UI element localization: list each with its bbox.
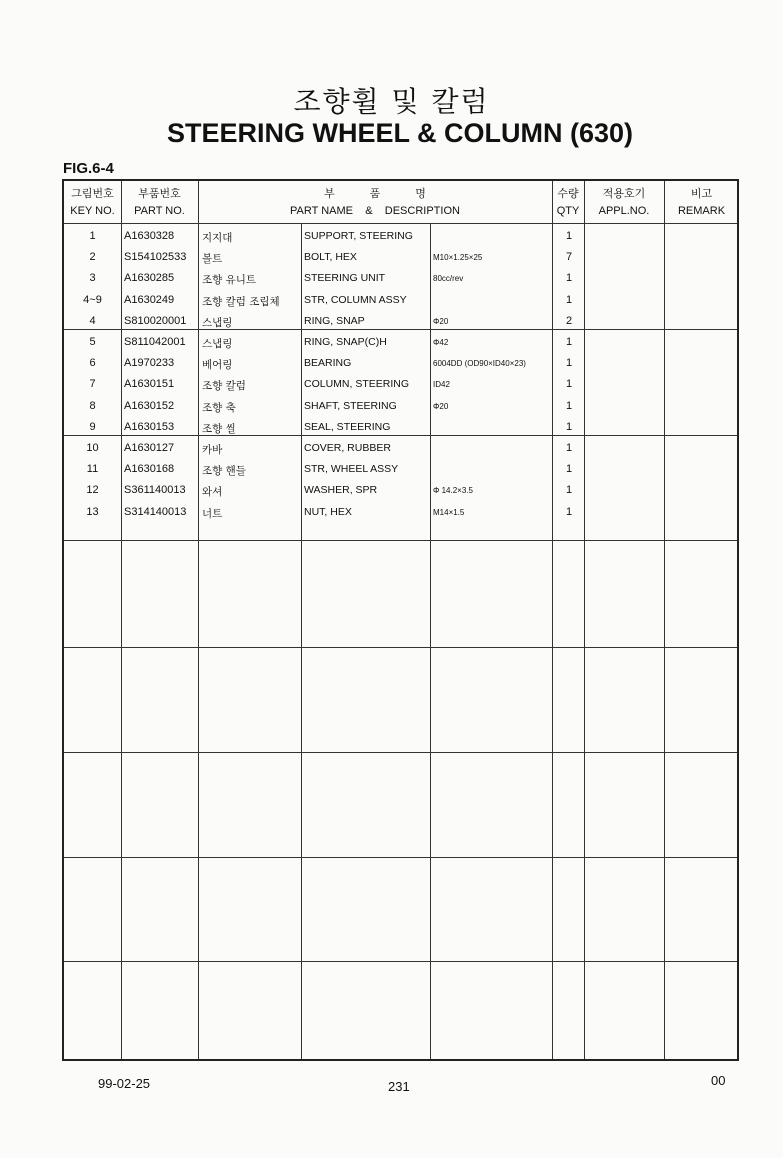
part-number-cell: A1630285 (124, 272, 175, 285)
korean-name-cell: 스냅링 (202, 316, 233, 329)
table-row (64, 311, 737, 332)
quantity-cell: 1 (565, 420, 573, 433)
part-name-cell: RING, SNAP(C)H (304, 336, 387, 348)
description-cell: M10×1.25×25 (433, 253, 483, 263)
korean-name-cell: 조향 칼럼 조립체 (202, 295, 280, 308)
part-number-cell: A1630151 (124, 378, 175, 391)
quantity-cell: 1 (565, 484, 573, 497)
key-cell: 6 (89, 357, 96, 370)
part-name-cell: COLUMN, STEERING (304, 378, 410, 391)
table-row (64, 459, 737, 480)
part-number-cell: A1630152 (124, 399, 175, 412)
korean-name-cell: 지지대 (202, 232, 233, 244)
table-row (64, 226, 737, 247)
key-cell: 1 (89, 230, 96, 242)
key-cell: 5 (89, 336, 96, 348)
key-cell: 4 (89, 314, 96, 327)
korean-name-cell: 조향 유니트 (202, 274, 257, 287)
korean-name-cell: 조향 칼럼 (202, 380, 246, 393)
korean-name-cell: 스냅링 (202, 338, 233, 350)
key-cell: 13 (86, 505, 99, 518)
header-qty: 수량 QTY (556, 187, 580, 217)
quantity-cell: 1 (565, 230, 573, 242)
table-row (64, 332, 737, 353)
part-name-cell: BEARING (304, 357, 352, 370)
quantity-cell: 1 (565, 442, 573, 454)
description-cell: Φ42 (433, 338, 449, 347)
page-number: 231 (388, 1079, 410, 1094)
key-cell: 4~9 (83, 293, 102, 306)
table-row (64, 353, 737, 374)
korean-name-cell: 와셔 (202, 486, 223, 499)
quantity-cell: 1 (565, 463, 573, 476)
korean-name-cell: 조향 축 (202, 401, 236, 414)
description-cell: 6004DD (OD90×ID40×23) (433, 359, 526, 369)
quantity-cell: 1 (565, 357, 573, 370)
description-cell: 80cc/rev (433, 274, 464, 284)
description-cell: M14×1.5 (433, 507, 465, 517)
part-name-cell: SUPPORT, STEERING (304, 230, 413, 242)
parts-table (62, 179, 739, 1061)
description-cell: Φ 14.2×3.5 (433, 486, 473, 496)
part-name-cell: WASHER, SPR (304, 484, 378, 497)
key-cell: 7 (89, 378, 96, 391)
table-row (64, 438, 737, 459)
header-part-name: 부 품 명 PART NAME & DESCRIPTION (290, 187, 460, 217)
description-cell: Φ20 (433, 401, 449, 411)
row-divider (64, 857, 737, 858)
part-name-cell: STR, WHEEL ASSY (304, 463, 399, 476)
part-number-cell: S154102533 (124, 251, 187, 264)
part-name-cell: RING, SNAP (304, 314, 365, 327)
header-key: 그림번호 KEY NO. (70, 187, 115, 217)
figure-label: FIG.6-4 (63, 160, 114, 177)
korean-name-cell: 조향 핸들 (202, 465, 246, 478)
key-cell: 9 (89, 420, 96, 433)
quantity-cell: 1 (565, 399, 573, 412)
footer-date: 99-02-25 (98, 1076, 151, 1091)
korean-name-cell: 볼트 (202, 253, 223, 266)
table-row (64, 268, 737, 289)
quantity-cell: 1 (565, 378, 573, 391)
key-cell: 8 (89, 399, 96, 412)
part-name-cell: NUT, HEX (304, 505, 352, 518)
description-cell: Φ20 (433, 316, 449, 326)
part-number-cell: A1630127 (124, 442, 175, 454)
part-number-cell: S361140013 (124, 484, 186, 497)
key-cell: 2 (89, 251, 96, 264)
key-cell: 12 (86, 484, 99, 497)
row-divider (64, 752, 737, 753)
korean-name-cell: 베어링 (202, 359, 233, 372)
table-row (64, 374, 737, 395)
table-row (64, 247, 737, 268)
table-row (64, 290, 737, 311)
part-name-cell: BOLT, HEX (304, 251, 357, 264)
quantity-cell: 7 (565, 251, 573, 264)
table-row (64, 480, 737, 501)
header-part-no: 부품번호 PART NO. (134, 187, 185, 217)
part-number-cell: A1970233 (124, 357, 175, 370)
part-number-cell: A1630249 (124, 293, 175, 306)
part-name-cell: STR, COLUMN ASSY (304, 293, 407, 306)
part-number-cell: A1630168 (124, 463, 175, 476)
description-cell: ID42 (433, 380, 450, 390)
part-number-cell: S810020001 (124, 314, 187, 327)
part-number-cell: A1630153 (124, 420, 175, 433)
korean-name-cell: 너트 (202, 507, 223, 520)
part-number-cell: S811042001 (124, 336, 186, 348)
key-cell: 3 (89, 272, 96, 285)
table-row (64, 502, 737, 523)
revision: 00 (711, 1073, 726, 1088)
quantity-cell: 1 (565, 336, 573, 348)
korean-name-cell: 카바 (202, 444, 223, 456)
row-divider (64, 540, 737, 541)
header-appl-no: 적용호기 APPL.NO. (598, 187, 650, 217)
page-title: STEERING WHEEL & COLUMN (630) (166, 118, 634, 148)
key-cell: 10 (86, 442, 99, 454)
part-name-cell: COVER, RUBBER (304, 442, 391, 454)
row-divider (64, 647, 737, 648)
quantity-cell: 1 (565, 272, 573, 285)
part-number-cell: A1630328 (124, 230, 175, 242)
part-number-cell: S314140013 (124, 505, 187, 518)
key-cell: 11 (86, 463, 99, 476)
korean-name-cell: 조향 씰 (202, 422, 236, 435)
table-row (64, 417, 737, 438)
part-name-cell: SHAFT, STEERING (304, 399, 397, 412)
header-remark: 비고 REMARK (677, 187, 726, 217)
quantity-cell: 1 (565, 505, 573, 518)
page-title-korean: 조향휠 및 칼럼 (293, 85, 490, 118)
part-name-cell: SEAL, STEERING (304, 420, 391, 433)
row-divider (64, 223, 737, 224)
quantity-cell: 1 (565, 293, 573, 306)
part-name-cell: STEERING UNIT (304, 272, 386, 285)
row-divider (64, 961, 737, 962)
table-row (64, 396, 737, 417)
quantity-cell: 2 (565, 314, 573, 327)
